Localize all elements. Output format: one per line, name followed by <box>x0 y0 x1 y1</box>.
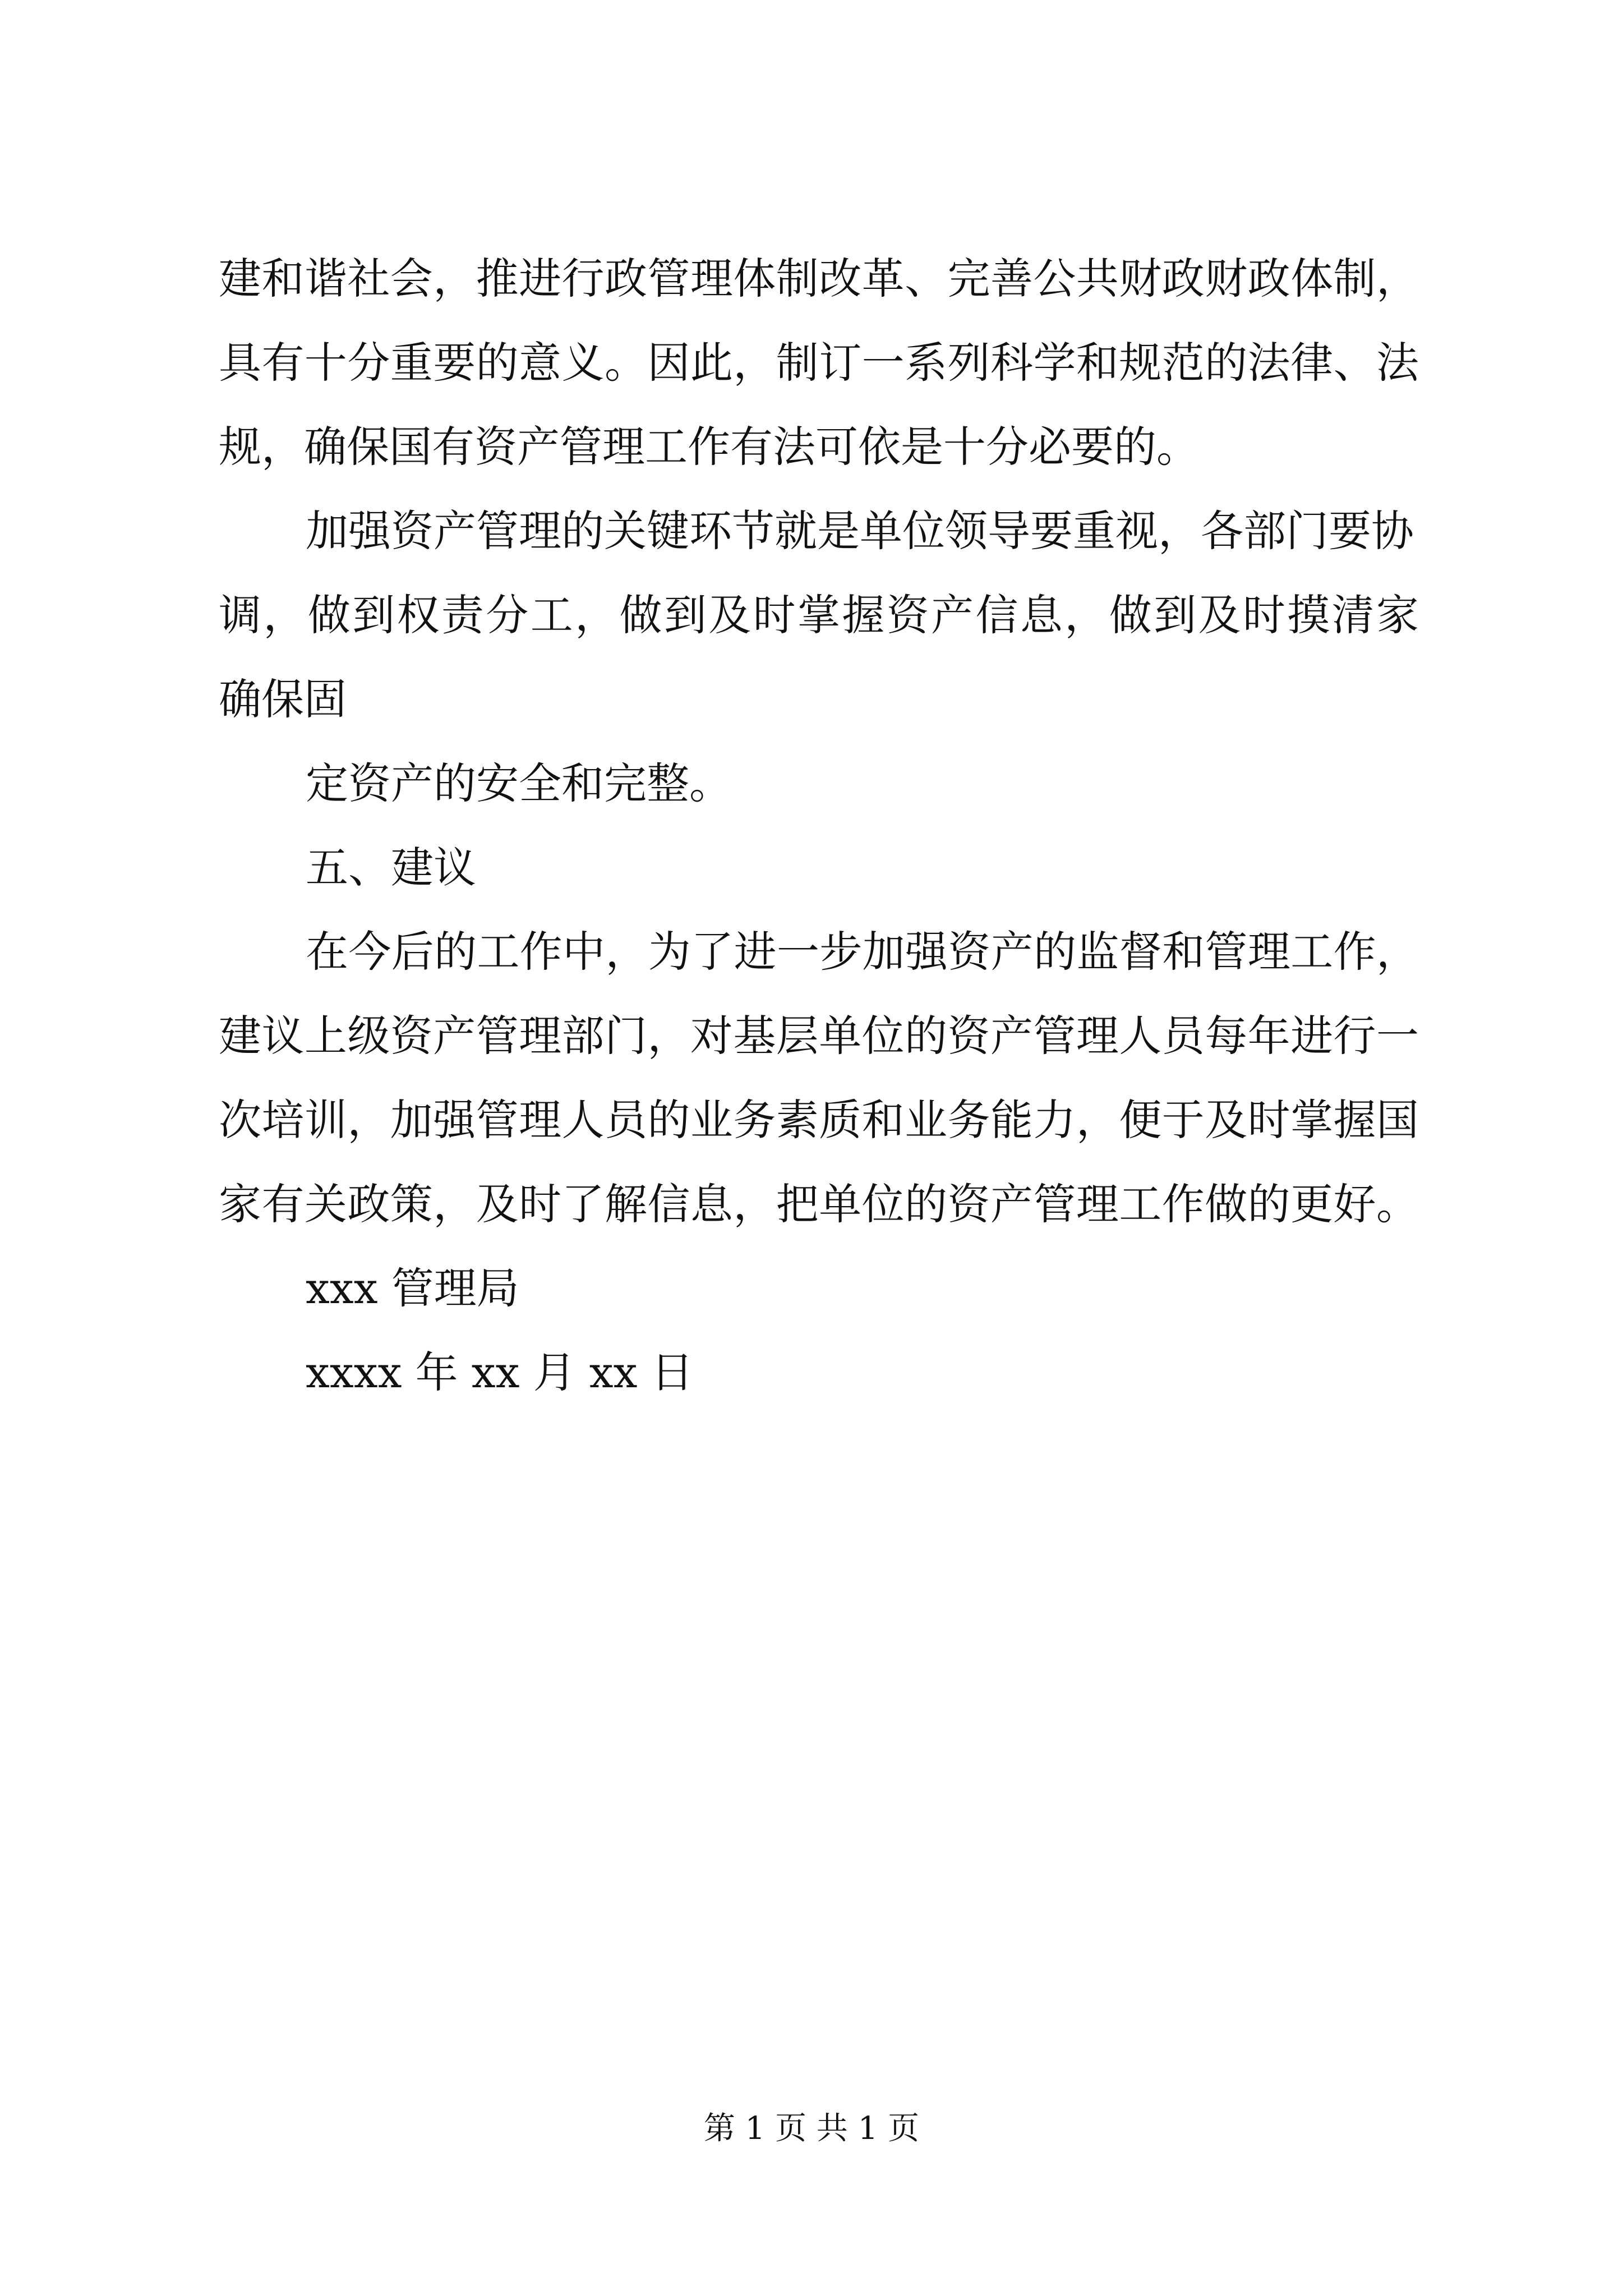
paragraph-line: 加强资产管理的关键环节就是单位领导要重视，各部门要协 <box>306 506 1414 556</box>
paragraph-line: 具有十分重要的意义。因此，制订一系列科学和规范的法律、法 <box>219 338 1419 388</box>
paragraph-line: 建和谐社会，推进行政管理体制改革、完善公共财政财政体制， <box>219 254 1419 303</box>
paragraph-line: 定资产的安全和完整。 <box>306 758 732 808</box>
paragraph-line: 建议上级资产管理部门，对基层单位的资产管理人员每年进行一 <box>219 1011 1419 1061</box>
signature-org: xxx 管理局 <box>306 1263 519 1313</box>
paragraph-line: 在今后的工作中，为了进一步加强资产的监督和管理工作， <box>306 927 1419 977</box>
signature-date: xxxx 年 xx 月 xx 日 <box>306 1347 694 1397</box>
paragraph-line: 规，确保国有资产管理工作有法可依是十分必要的。 <box>219 422 1199 472</box>
paragraph-line: 调，做到权责分工，做到及时掌握资产信息，做到及时摸清家 <box>219 590 1419 640</box>
paragraph-line: 家有关政策，及时了解信息，把单位的资产管理工作做的更好。 <box>219 1179 1419 1229</box>
page-number-footer: 第 1 页 共 1 页 <box>703 2110 920 2147</box>
paragraph-line: 次培训，加强管理人员的业务素质和业务能力，便于及时掌握国 <box>219 1095 1419 1145</box>
section-heading: 五、建议 <box>306 843 476 892</box>
paragraph-line: 确保固 <box>219 674 347 724</box>
